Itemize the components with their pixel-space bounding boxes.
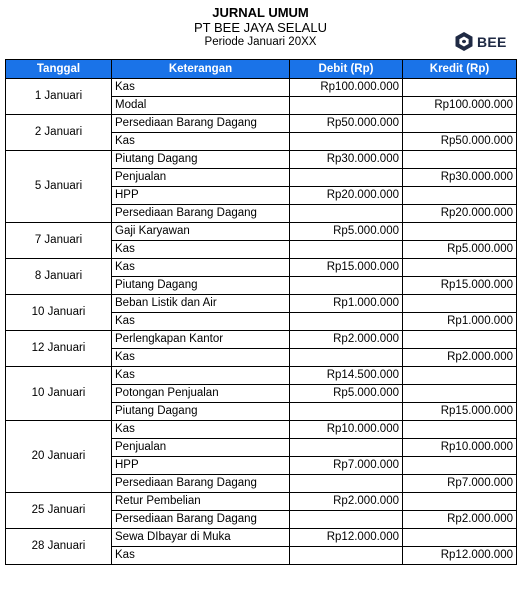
column-header-debit: Debit (Rp) bbox=[290, 60, 403, 79]
account-name: HPP bbox=[112, 457, 290, 475]
debit-amount: Rp100.000.000 bbox=[290, 79, 403, 97]
debit-amount: Rp14.500.000 bbox=[290, 367, 403, 385]
period-label: Periode Januari 20XX bbox=[204, 36, 317, 48]
debit-amount bbox=[290, 349, 403, 367]
company-name: PT BEE JAYA SELALU bbox=[194, 20, 327, 35]
credit-amount: Rp7.000.000 bbox=[403, 475, 517, 493]
debit-amount: Rp5.000.000 bbox=[290, 223, 403, 241]
credit-amount bbox=[403, 151, 517, 169]
credit-amount: Rp1.000.000 bbox=[403, 313, 517, 331]
table-header-row bbox=[6, 60, 517, 79]
credit-amount bbox=[403, 385, 517, 403]
column-header-date: Tanggal bbox=[6, 60, 112, 79]
table-row bbox=[6, 367, 517, 385]
credit-amount bbox=[403, 295, 517, 313]
debit-amount: Rp2.000.000 bbox=[290, 331, 403, 349]
credit-amount: Rp12.000.000 bbox=[403, 547, 517, 565]
account-name: Persediaan Barang Dagang bbox=[112, 475, 290, 493]
table-row bbox=[6, 151, 517, 169]
debit-amount bbox=[290, 439, 403, 457]
bee-hexagon-logo-icon bbox=[454, 31, 474, 52]
credit-amount: Rp10.000.000 bbox=[403, 439, 517, 457]
debit-amount: Rp5.000.000 bbox=[290, 385, 403, 403]
journal-table bbox=[5, 59, 517, 565]
account-name: Potongan Penjualan bbox=[112, 385, 290, 403]
entry-date: 5 Januari bbox=[6, 151, 112, 223]
debit-amount bbox=[290, 277, 403, 295]
debit-amount: Rp15.000.000 bbox=[290, 259, 403, 277]
debit-amount bbox=[290, 169, 403, 187]
credit-amount: Rp2.000.000 bbox=[403, 511, 517, 529]
logo-text: BEE bbox=[477, 33, 507, 50]
credit-amount bbox=[403, 79, 517, 97]
debit-amount bbox=[290, 241, 403, 259]
table-row bbox=[6, 331, 517, 349]
credit-amount bbox=[403, 367, 517, 385]
debit-amount: Rp12.000.000 bbox=[290, 529, 403, 547]
account-name: Kas bbox=[112, 313, 290, 331]
table-row bbox=[6, 115, 517, 133]
entry-date: 10 Januari bbox=[6, 295, 112, 331]
debit-amount bbox=[290, 133, 403, 151]
table-row bbox=[6, 421, 517, 439]
entry-date: 7 Januari bbox=[6, 223, 112, 259]
account-name: Piutang Dagang bbox=[112, 403, 290, 421]
account-name: HPP bbox=[112, 187, 290, 205]
debit-amount: Rp20.000.000 bbox=[290, 187, 403, 205]
entry-date: 20 Januari bbox=[6, 421, 112, 493]
account-name: Kas bbox=[112, 241, 290, 259]
debit-amount: Rp2.000.000 bbox=[290, 493, 403, 511]
account-name: Piutang Dagang bbox=[112, 151, 290, 169]
table-row bbox=[6, 295, 517, 313]
entry-date: 28 Januari bbox=[6, 529, 112, 565]
credit-amount: Rp5.000.000 bbox=[403, 241, 517, 259]
credit-amount: Rp15.000.000 bbox=[403, 277, 517, 295]
account-name: Persediaan Barang Dagang bbox=[112, 205, 290, 223]
table-row bbox=[6, 529, 517, 547]
account-name: Modal bbox=[112, 97, 290, 115]
column-header-credit: Kredit (Rp) bbox=[403, 60, 517, 79]
account-name: Kas bbox=[112, 547, 290, 565]
account-name: Persediaan Barang Dagang bbox=[112, 115, 290, 133]
credit-amount: Rp2.000.000 bbox=[403, 349, 517, 367]
credit-amount: Rp50.000.000 bbox=[403, 133, 517, 151]
account-name: Kas bbox=[112, 367, 290, 385]
credit-amount: Rp100.000.000 bbox=[403, 97, 517, 115]
table-row bbox=[6, 259, 517, 277]
account-name: Penjualan bbox=[112, 439, 290, 457]
credit-amount bbox=[403, 187, 517, 205]
credit-amount bbox=[403, 223, 517, 241]
credit-amount: Rp30.000.000 bbox=[403, 169, 517, 187]
journal-entries bbox=[6, 79, 517, 565]
entry-date: 1 Januari bbox=[6, 79, 112, 115]
account-name: Kas bbox=[112, 133, 290, 151]
credit-amount bbox=[403, 331, 517, 349]
debit-amount: Rp1.000.000 bbox=[290, 295, 403, 313]
entry-date: 8 Januari bbox=[6, 259, 112, 295]
page-title: JURNAL UMUM bbox=[212, 5, 309, 20]
debit-amount bbox=[290, 547, 403, 565]
account-name: Piutang Dagang bbox=[112, 277, 290, 295]
account-name: Kas bbox=[112, 421, 290, 439]
entry-date: 12 Januari bbox=[6, 331, 112, 367]
account-name: Persediaan Barang Dagang bbox=[112, 511, 290, 529]
entry-date: 10 Januari bbox=[6, 367, 112, 421]
credit-amount bbox=[403, 457, 517, 475]
account-name: Penjualan bbox=[112, 169, 290, 187]
account-name: Sewa DIbayar di Muka bbox=[112, 529, 290, 547]
credit-amount bbox=[403, 259, 517, 277]
table-row bbox=[6, 79, 517, 97]
account-name: Kas bbox=[112, 79, 290, 97]
credit-amount: Rp15.000.000 bbox=[403, 403, 517, 421]
debit-amount bbox=[290, 205, 403, 223]
debit-amount bbox=[290, 97, 403, 115]
account-name: Perlengkapan Kantor bbox=[112, 331, 290, 349]
account-name: Gaji Karyawan bbox=[112, 223, 290, 241]
debit-amount: Rp50.000.000 bbox=[290, 115, 403, 133]
credit-amount bbox=[403, 529, 517, 547]
account-name: Kas bbox=[112, 259, 290, 277]
debit-amount bbox=[290, 403, 403, 421]
entry-date: 2 Januari bbox=[6, 115, 112, 151]
debit-amount: Rp30.000.000 bbox=[290, 151, 403, 169]
account-name: Retur Pembelian bbox=[112, 493, 290, 511]
column-header-description: Keterangan bbox=[112, 60, 290, 79]
debit-amount bbox=[290, 313, 403, 331]
credit-amount bbox=[403, 115, 517, 133]
debit-amount: Rp10.000.000 bbox=[290, 421, 403, 439]
credit-amount: Rp20.000.000 bbox=[403, 205, 517, 223]
account-name: Beban Listik dan Air bbox=[112, 295, 290, 313]
debit-amount bbox=[290, 475, 403, 493]
debit-amount: Rp7.000.000 bbox=[290, 457, 403, 475]
bee-logo bbox=[454, 31, 507, 52]
table-row bbox=[6, 223, 517, 241]
credit-amount bbox=[403, 421, 517, 439]
table-row bbox=[6, 493, 517, 511]
debit-amount bbox=[290, 511, 403, 529]
entry-date: 25 Januari bbox=[6, 493, 112, 529]
account-name: Kas bbox=[112, 349, 290, 367]
credit-amount bbox=[403, 493, 517, 511]
